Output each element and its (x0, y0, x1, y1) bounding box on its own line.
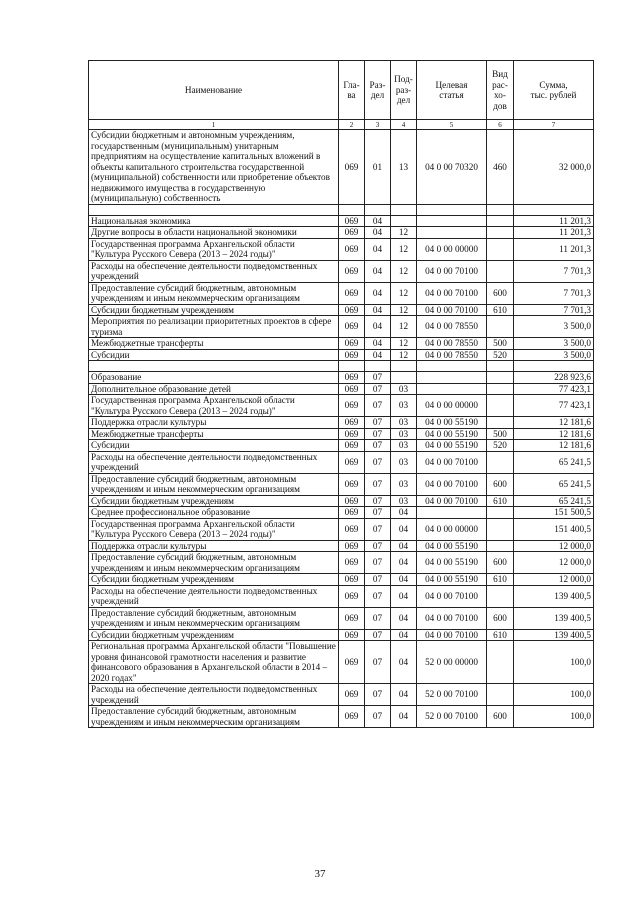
cell-razdel: 07 (365, 428, 391, 440)
cell-glava: 069 (339, 349, 365, 361)
cell-razdel: 07 (365, 607, 391, 629)
cell-target-article: 04 0 00 55190 (417, 417, 487, 429)
cell-glava: 069 (339, 641, 365, 684)
cell-sum: 11 201,3 (514, 227, 594, 239)
table-row (89, 684, 594, 706)
header-sum: Сумма, тыс. рублей (514, 61, 594, 120)
cell-razdel (365, 361, 391, 372)
cell-name: Предоставление субсидий бюджетным, автономным учреждениям и иным некоммерческим организациям (89, 282, 339, 304)
cell-target-article (417, 361, 487, 372)
cell-sum: 3 500,0 (514, 349, 594, 361)
cell-name: Государственная программа Архангельской области "Культура Русского Севера (2013 – 2024 годы)" (89, 238, 339, 260)
cell-sum: 12 181,6 (514, 417, 594, 429)
column-number: 4 (391, 120, 417, 130)
cell-razdel: 07 (365, 383, 391, 395)
cell-name: Межбюджетные трансферты (89, 428, 339, 440)
cell-podrazdel: 03 (391, 473, 417, 495)
cell-razdel: 04 (365, 227, 391, 239)
cell-expense-type: 500 (487, 338, 514, 350)
cell-razdel: 07 (365, 641, 391, 684)
cell-target-article (417, 204, 487, 215)
cell-name: Субсидии бюджетным учреждениям (89, 495, 339, 507)
cell-target-article: 04 0 00 70100 (417, 304, 487, 316)
cell-expense-type (487, 641, 514, 684)
cell-glava: 069 (339, 684, 365, 706)
cell-target-article: 04 0 00 70100 (417, 629, 487, 641)
cell-target-article: 04 0 00 70100 (417, 260, 487, 282)
cell-glava: 069 (339, 282, 365, 304)
cell-razdel: 07 (365, 629, 391, 641)
cell-razdel: 07 (365, 473, 391, 495)
cell-expense-type (487, 540, 514, 552)
cell-podrazdel (391, 215, 417, 227)
cell-sum: 139 400,5 (514, 607, 594, 629)
cell-razdel: 04 (365, 260, 391, 282)
cell-name: Расходы на обеспечение деятельности подведомственных учреждений (89, 260, 339, 282)
table-row (89, 417, 594, 429)
cell-razdel: 07 (365, 395, 391, 417)
table-row (89, 349, 594, 361)
cell-expense-type (487, 204, 514, 215)
cell-podrazdel: 12 (391, 282, 417, 304)
cell-sum: 100,0 (514, 641, 594, 684)
header-expense-type: Вид рас- хо- дов (487, 61, 514, 120)
cell-expense-type: 610 (487, 574, 514, 586)
cell-razdel: 07 (365, 552, 391, 574)
cell-podrazdel: 12 (391, 227, 417, 239)
cell-razdel: 07 (365, 495, 391, 507)
cell-target-article: 04 0 00 00000 (417, 238, 487, 260)
cell-glava: 069 (339, 552, 365, 574)
cell-sum: 12 000,0 (514, 540, 594, 552)
cell-razdel: 07 (365, 507, 391, 519)
cell-expense-type (487, 361, 514, 372)
table-row (89, 540, 594, 552)
cell-expense-type: 500 (487, 428, 514, 440)
cell-podrazdel: 12 (391, 304, 417, 316)
cell-expense-type: 600 (487, 607, 514, 629)
cell-podrazdel: 03 (391, 451, 417, 473)
cell-glava: 069 (339, 607, 365, 629)
cell-target-article: 04 0 00 70100 (417, 451, 487, 473)
table-row (89, 383, 594, 395)
cell-podrazdel: 04 (391, 552, 417, 574)
cell-name (89, 204, 339, 215)
cell-target-article: 04 0 00 70320 (417, 130, 487, 205)
cell-name: Региональная программа Архангельской области "Повышение уровня финансовой грамотности населения и развитие финансового образования в Архангельской области в 2014 – 2020 годах" (89, 641, 339, 684)
cell-expense-type (487, 395, 514, 417)
table-row (89, 607, 594, 629)
cell-name (89, 361, 339, 372)
table-row (89, 451, 594, 473)
table-row (89, 507, 594, 519)
page-number: 37 (314, 868, 326, 880)
cell-sum: 7 701,3 (514, 304, 594, 316)
cell-glava: 069 (339, 383, 365, 395)
cell-razdel: 07 (365, 684, 391, 706)
cell-razdel: 04 (365, 215, 391, 227)
blank-row (89, 204, 594, 215)
table-row (89, 215, 594, 227)
cell-podrazdel: 04 (391, 518, 417, 540)
table-row (89, 574, 594, 586)
cell-expense-type: 600 (487, 282, 514, 304)
cell-target-article: 52 0 00 70100 (417, 684, 487, 706)
cell-expense-type: 520 (487, 349, 514, 361)
cell-target-article: 04 0 00 55190 (417, 574, 487, 586)
cell-target-article: 04 0 00 55190 (417, 552, 487, 574)
cell-podrazdel: 04 (391, 507, 417, 519)
cell-razdel: 07 (365, 417, 391, 429)
cell-expense-type: 610 (487, 629, 514, 641)
cell-expense-type (487, 518, 514, 540)
cell-glava: 069 (339, 629, 365, 641)
cell-target-article: 04 0 00 78550 (417, 338, 487, 350)
cell-podrazdel: 04 (391, 540, 417, 552)
cell-sum: 100,0 (514, 706, 594, 728)
cell-name: Среднее профессиональное образование (89, 507, 339, 519)
cell-expense-type (487, 451, 514, 473)
cell-razdel: 04 (365, 304, 391, 316)
cell-glava (339, 204, 365, 215)
cell-glava: 069 (339, 417, 365, 429)
cell-podrazdel: 04 (391, 574, 417, 586)
cell-target-article: 52 0 00 70100 (417, 706, 487, 728)
cell-expense-type: 600 (487, 706, 514, 728)
cell-target-article: 04 0 00 70100 (417, 473, 487, 495)
cell-name: Национальная экономика (89, 215, 339, 227)
cell-target-article: 04 0 00 00000 (417, 395, 487, 417)
table-header-row (89, 61, 594, 120)
cell-glava: 069 (339, 338, 365, 350)
budget-table (88, 60, 594, 728)
cell-podrazdel: 13 (391, 130, 417, 205)
cell-razdel: 07 (365, 585, 391, 607)
cell-target-article: 04 0 00 78550 (417, 316, 487, 338)
header-target-article: Целевая статья (417, 61, 487, 120)
cell-podrazdel: 12 (391, 349, 417, 361)
column-number: 5 (417, 120, 487, 130)
cell-podrazdel: 12 (391, 238, 417, 260)
cell-name: Субсидии бюджетным учреждениям (89, 629, 339, 641)
cell-sum: 77 423,1 (514, 383, 594, 395)
cell-expense-type: 600 (487, 552, 514, 574)
cell-target-article: 04 0 00 70100 (417, 282, 487, 304)
cell-glava: 069 (339, 507, 365, 519)
cell-expense-type: 460 (487, 130, 514, 205)
cell-name: Поддержка отрасли культуры (89, 540, 339, 552)
cell-glava: 069 (339, 585, 365, 607)
cell-razdel (365, 204, 391, 215)
cell-target-article: 04 0 00 55190 (417, 540, 487, 552)
cell-podrazdel: 03 (391, 417, 417, 429)
table-row (89, 440, 594, 452)
cell-sum: 12 181,6 (514, 428, 594, 440)
cell-expense-type (487, 316, 514, 338)
column-number: 1 (89, 120, 339, 130)
cell-glava: 069 (339, 304, 365, 316)
cell-glava: 069 (339, 316, 365, 338)
cell-podrazdel (391, 372, 417, 384)
cell-target-article (417, 383, 487, 395)
cell-name: Другие вопросы в области национальной экономики (89, 227, 339, 239)
cell-razdel: 07 (365, 518, 391, 540)
cell-name: Государственная программа Архангельской области "Культура Русского Севера (2013 – 2024 годы)" (89, 518, 339, 540)
table-row (89, 473, 594, 495)
cell-expense-type (487, 383, 514, 395)
table-row (89, 130, 594, 205)
cell-name: Государственная программа Архангельской области "Культура Русского Севера (2013 – 2024 годы)" (89, 395, 339, 417)
cell-target-article: 04 0 00 70100 (417, 495, 487, 507)
cell-glava: 069 (339, 451, 365, 473)
cell-podrazdel: 03 (391, 428, 417, 440)
cell-sum: 3 500,0 (514, 316, 594, 338)
cell-target-article: 04 0 00 55190 (417, 428, 487, 440)
cell-glava: 069 (339, 706, 365, 728)
cell-glava: 069 (339, 260, 365, 282)
column-number: 7 (514, 120, 594, 130)
cell-podrazdel: 04 (391, 585, 417, 607)
cell-glava: 069 (339, 518, 365, 540)
cell-glava: 069 (339, 227, 365, 239)
cell-expense-type (487, 585, 514, 607)
cell-target-article: 04 0 00 78550 (417, 349, 487, 361)
cell-podrazdel: 03 (391, 395, 417, 417)
cell-razdel: 07 (365, 440, 391, 452)
table-row (89, 338, 594, 350)
cell-razdel: 04 (365, 238, 391, 260)
cell-glava: 069 (339, 130, 365, 205)
cell-sum: 12 000,0 (514, 574, 594, 586)
cell-glava: 069 (339, 540, 365, 552)
table-row (89, 238, 594, 260)
cell-expense-type (487, 260, 514, 282)
cell-expense-type (487, 684, 514, 706)
cell-expense-type: 610 (487, 304, 514, 316)
cell-sum: 11 201,3 (514, 238, 594, 260)
cell-expense-type (487, 215, 514, 227)
cell-razdel: 07 (365, 706, 391, 728)
cell-target-article: 04 0 00 00000 (417, 518, 487, 540)
cell-podrazdel (391, 204, 417, 215)
cell-podrazdel: 03 (391, 440, 417, 452)
cell-name: Расходы на обеспечение деятельности подведомственных учреждений (89, 451, 339, 473)
cell-sum: 11 201,3 (514, 215, 594, 227)
header-glava: Гла- ва (339, 61, 365, 120)
cell-razdel: 04 (365, 338, 391, 350)
column-number: 6 (487, 120, 514, 130)
cell-razdel: 04 (365, 282, 391, 304)
cell-sum: 151 500,5 (514, 507, 594, 519)
cell-sum: 139 400,5 (514, 629, 594, 641)
cell-podrazdel: 12 (391, 316, 417, 338)
cell-podrazdel: 04 (391, 629, 417, 641)
cell-name: Поддержка отрасли культуры (89, 417, 339, 429)
cell-razdel: 07 (365, 574, 391, 586)
cell-name: Образование (89, 372, 339, 384)
cell-name: Субсидии (89, 349, 339, 361)
table-row (89, 629, 594, 641)
cell-podrazdel: 03 (391, 495, 417, 507)
table-row (89, 552, 594, 574)
cell-glava: 069 (339, 238, 365, 260)
cell-target-article: 04 0 00 70100 (417, 607, 487, 629)
cell-name: Предоставление субсидий бюджетным, автономным учреждениям и иным некоммерческим организациям (89, 607, 339, 629)
cell-target-article: 04 0 00 55190 (417, 440, 487, 452)
table-row (89, 428, 594, 440)
cell-name: Мероприятия по реализации приоритетных проектов в сфере туризма (89, 316, 339, 338)
table-row (89, 518, 594, 540)
cell-sum: 12 181,6 (514, 440, 594, 452)
cell-expense-type (487, 227, 514, 239)
cell-expense-type: 520 (487, 440, 514, 452)
column-number-row (89, 120, 594, 130)
cell-target-article (417, 227, 487, 239)
cell-name: Межбюджетные трансферты (89, 338, 339, 350)
cell-razdel: 04 (365, 316, 391, 338)
column-number: 3 (365, 120, 391, 130)
cell-name: Предоставление субсидий бюджетным, автономным учреждениям и иным некоммерческим организациям (89, 552, 339, 574)
cell-sum: 151 400,5 (514, 518, 594, 540)
cell-sum: 7 701,3 (514, 282, 594, 304)
cell-razdel: 01 (365, 130, 391, 205)
cell-podrazdel: 12 (391, 338, 417, 350)
cell-name: Расходы на обеспечение деятельности подведомственных учреждений (89, 585, 339, 607)
cell-sum: 228 923,6 (514, 372, 594, 384)
cell-target-article: 52 0 00 00000 (417, 641, 487, 684)
cell-sum: 139 400,5 (514, 585, 594, 607)
cell-sum: 65 241,5 (514, 495, 594, 507)
cell-glava (339, 361, 365, 372)
blank-row (89, 361, 594, 372)
header-name: Наименование (89, 61, 339, 120)
cell-glava: 069 (339, 215, 365, 227)
cell-sum: 100,0 (514, 684, 594, 706)
cell-podrazdel: 12 (391, 260, 417, 282)
table-row (89, 316, 594, 338)
cell-glava: 069 (339, 473, 365, 495)
table-row (89, 227, 594, 239)
cell-sum: 65 241,5 (514, 473, 594, 495)
table-row (89, 282, 594, 304)
cell-razdel: 04 (365, 349, 391, 361)
cell-sum: 3 500,0 (514, 338, 594, 350)
cell-glava: 069 (339, 574, 365, 586)
cell-podrazdel (391, 361, 417, 372)
table-row (89, 395, 594, 417)
cell-podrazdel: 03 (391, 383, 417, 395)
cell-name: Субсидии бюджетным и автономным учреждениям, государственным (муниципальным) унитарным предприятиям на осуществление капитальных вложений в объекты капитального строительства государственной (муниципальной) собственности или приобретение объектов недвижимого имущества в государственную (муниципальную) собственность (89, 130, 339, 205)
table-body (89, 130, 594, 728)
cell-name: Субсидии бюджетным учреждениям (89, 574, 339, 586)
table-row (89, 495, 594, 507)
cell-podrazdel: 04 (391, 706, 417, 728)
cell-name: Дополнительное образование детей (89, 383, 339, 395)
cell-target-article (417, 507, 487, 519)
cell-expense-type (487, 507, 514, 519)
table-row (89, 304, 594, 316)
cell-sum: 7 701,3 (514, 260, 594, 282)
cell-glava: 069 (339, 440, 365, 452)
cell-name: Предоставление субсидий бюджетным, автономным учреждениям и иным некоммерческим организациям (89, 473, 339, 495)
header-podrazdel: Под- раз- дел (391, 61, 417, 120)
cell-sum (514, 361, 594, 372)
cell-expense-type: 610 (487, 495, 514, 507)
cell-razdel: 07 (365, 451, 391, 473)
header-razdel: Раз- дел (365, 61, 391, 120)
cell-expense-type (487, 417, 514, 429)
cell-expense-type (487, 238, 514, 260)
column-number: 2 (339, 120, 365, 130)
cell-razdel: 07 (365, 372, 391, 384)
cell-podrazdel: 04 (391, 684, 417, 706)
table-row (89, 585, 594, 607)
cell-glava: 069 (339, 428, 365, 440)
cell-target-article (417, 215, 487, 227)
cell-sum (514, 204, 594, 215)
cell-target-article: 04 0 00 70100 (417, 585, 487, 607)
cell-name: Расходы на обеспечение деятельности подведомственных учреждений (89, 684, 339, 706)
cell-sum: 65 241,5 (514, 451, 594, 473)
cell-sum: 32 000,0 (514, 130, 594, 205)
table-row (89, 372, 594, 384)
cell-glava: 069 (339, 495, 365, 507)
cell-name: Субсидии бюджетным учреждениям (89, 304, 339, 316)
cell-name: Предоставление субсидий бюджетным, автономным учреждениям и иным некоммерческим организациям (89, 706, 339, 728)
cell-sum: 77 423,1 (514, 395, 594, 417)
cell-glava: 069 (339, 372, 365, 384)
table-row (89, 706, 594, 728)
cell-podrazdel: 04 (391, 641, 417, 684)
cell-podrazdel: 04 (391, 607, 417, 629)
cell-sum: 12 000,0 (514, 552, 594, 574)
cell-glava: 069 (339, 395, 365, 417)
cell-name: Субсидии (89, 440, 339, 452)
cell-expense-type: 600 (487, 473, 514, 495)
cell-expense-type (487, 372, 514, 384)
cell-razdel: 07 (365, 540, 391, 552)
table-row (89, 260, 594, 282)
cell-target-article (417, 372, 487, 384)
table-row (89, 641, 594, 684)
